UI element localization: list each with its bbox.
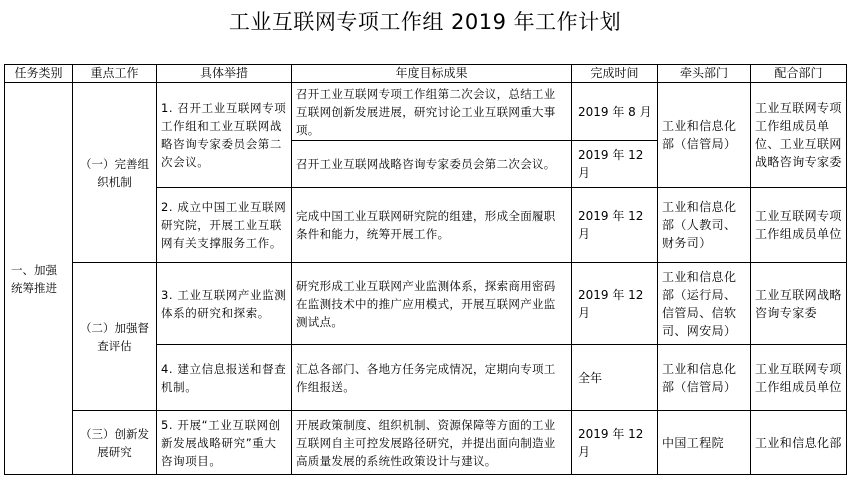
goal-cell: 研究形成工业互联网产业监测体系，探索商用密码在监测技术中的推广应用模式，开展互联网产业监测试点。 (292, 263, 572, 345)
page-title: 工业互联网专项工作组 2019 年工作计划 (228, 10, 622, 34)
time-cell: 2019 年 12 月 (572, 411, 658, 475)
time-cell: 2019 年 12 月 (572, 188, 658, 263)
lead-cell: 工业和信息化部（信管局） (658, 83, 751, 188)
goal-cell: 汇总各部门、各地方任务完成情况，定期向专项工作组报送。 (292, 345, 572, 411)
time-cell: 2019 年 12 月 (572, 263, 658, 345)
time-cell: 2019 年 8 月 (572, 83, 658, 141)
goal-cell: 开展政策制度、组织机制、资源保障等方面的工业互联网自主可控发展路径研究，并提出面向制造业高质量发展的系统性政策设计与建议。 (292, 411, 572, 475)
goal-cell: 完成中国工业互联网研究院的组建，形成全面履职条件和能力，统筹开展工作。 (292, 188, 572, 263)
table-row (5, 83, 847, 141)
lead-cell: 中国工程院 (658, 411, 751, 475)
measure-cell: 1. 召开工业互联网专项工作组和工业互联网战略咨询专家委员会第二次会议。 (157, 83, 292, 188)
focus-cell: （三）创新发展研究 (73, 411, 157, 475)
header-measures: 具体举措 (157, 65, 292, 83)
focus-cell: （一）完善组织机制 (73, 83, 157, 263)
category-cell: 一、加强统筹推进 (5, 83, 73, 475)
coop-cell: 工业互联网专项工作组成员单位 (751, 188, 847, 263)
measure-cell: 3. 工业互联网产业监测体系的研究和探索。 (157, 263, 292, 345)
header-category: 任务类别 (5, 65, 73, 83)
header-time: 完成时间 (572, 65, 658, 83)
measure-cell: 5. 开展“工业互联网创新发展战略研究”重大咨询项目。 (157, 411, 292, 475)
coop-cell: 工业和信息化部 (751, 411, 847, 475)
header-focus: 重点工作 (73, 65, 157, 83)
work-plan-table (4, 64, 847, 475)
measure-cell: 4. 建立信息报送和督查机制。 (157, 345, 292, 411)
lead-cell: 工业和信息化部（信管局） (658, 345, 751, 411)
coop-cell: 工业互联网专项工作组成员单位 (751, 345, 847, 411)
table-row (5, 263, 847, 345)
measure-cell: 2. 成立中国工业互联网研究院，开展工业互联网有关支撑服务工作。 (157, 188, 292, 263)
time-cell: 全年 (572, 345, 658, 411)
header-lead: 牵头部门 (658, 65, 751, 83)
lead-cell: 工业和信息化部（人教司、财务司） (658, 188, 751, 263)
focus-cell: （二）加强督查评估 (73, 263, 157, 411)
goal-cell: 召开工业互联网专项工作组第二次会议，总结工业互联网创新发展进展，研究讨论工业互联网重大事项。 (292, 83, 572, 141)
coop-cell: 工业互联网专项工作组成员单位、工业互联网战略咨询专家委 (751, 83, 847, 188)
coop-cell: 工业互联网战略咨询专家委 (751, 263, 847, 345)
header-row (5, 65, 847, 83)
lead-cell: 工业和信息化部（运行局、信管局、信软司、网安局） (658, 263, 751, 345)
header-coop: 配合部门 (751, 65, 847, 83)
table-row (5, 411, 847, 475)
time-cell: 2019 年 12 月 (572, 141, 658, 188)
header-goals: 年度目标成果 (292, 65, 572, 83)
goal-cell: 召开工业互联网战略咨询专家委员会第二次会议。 (292, 141, 572, 188)
